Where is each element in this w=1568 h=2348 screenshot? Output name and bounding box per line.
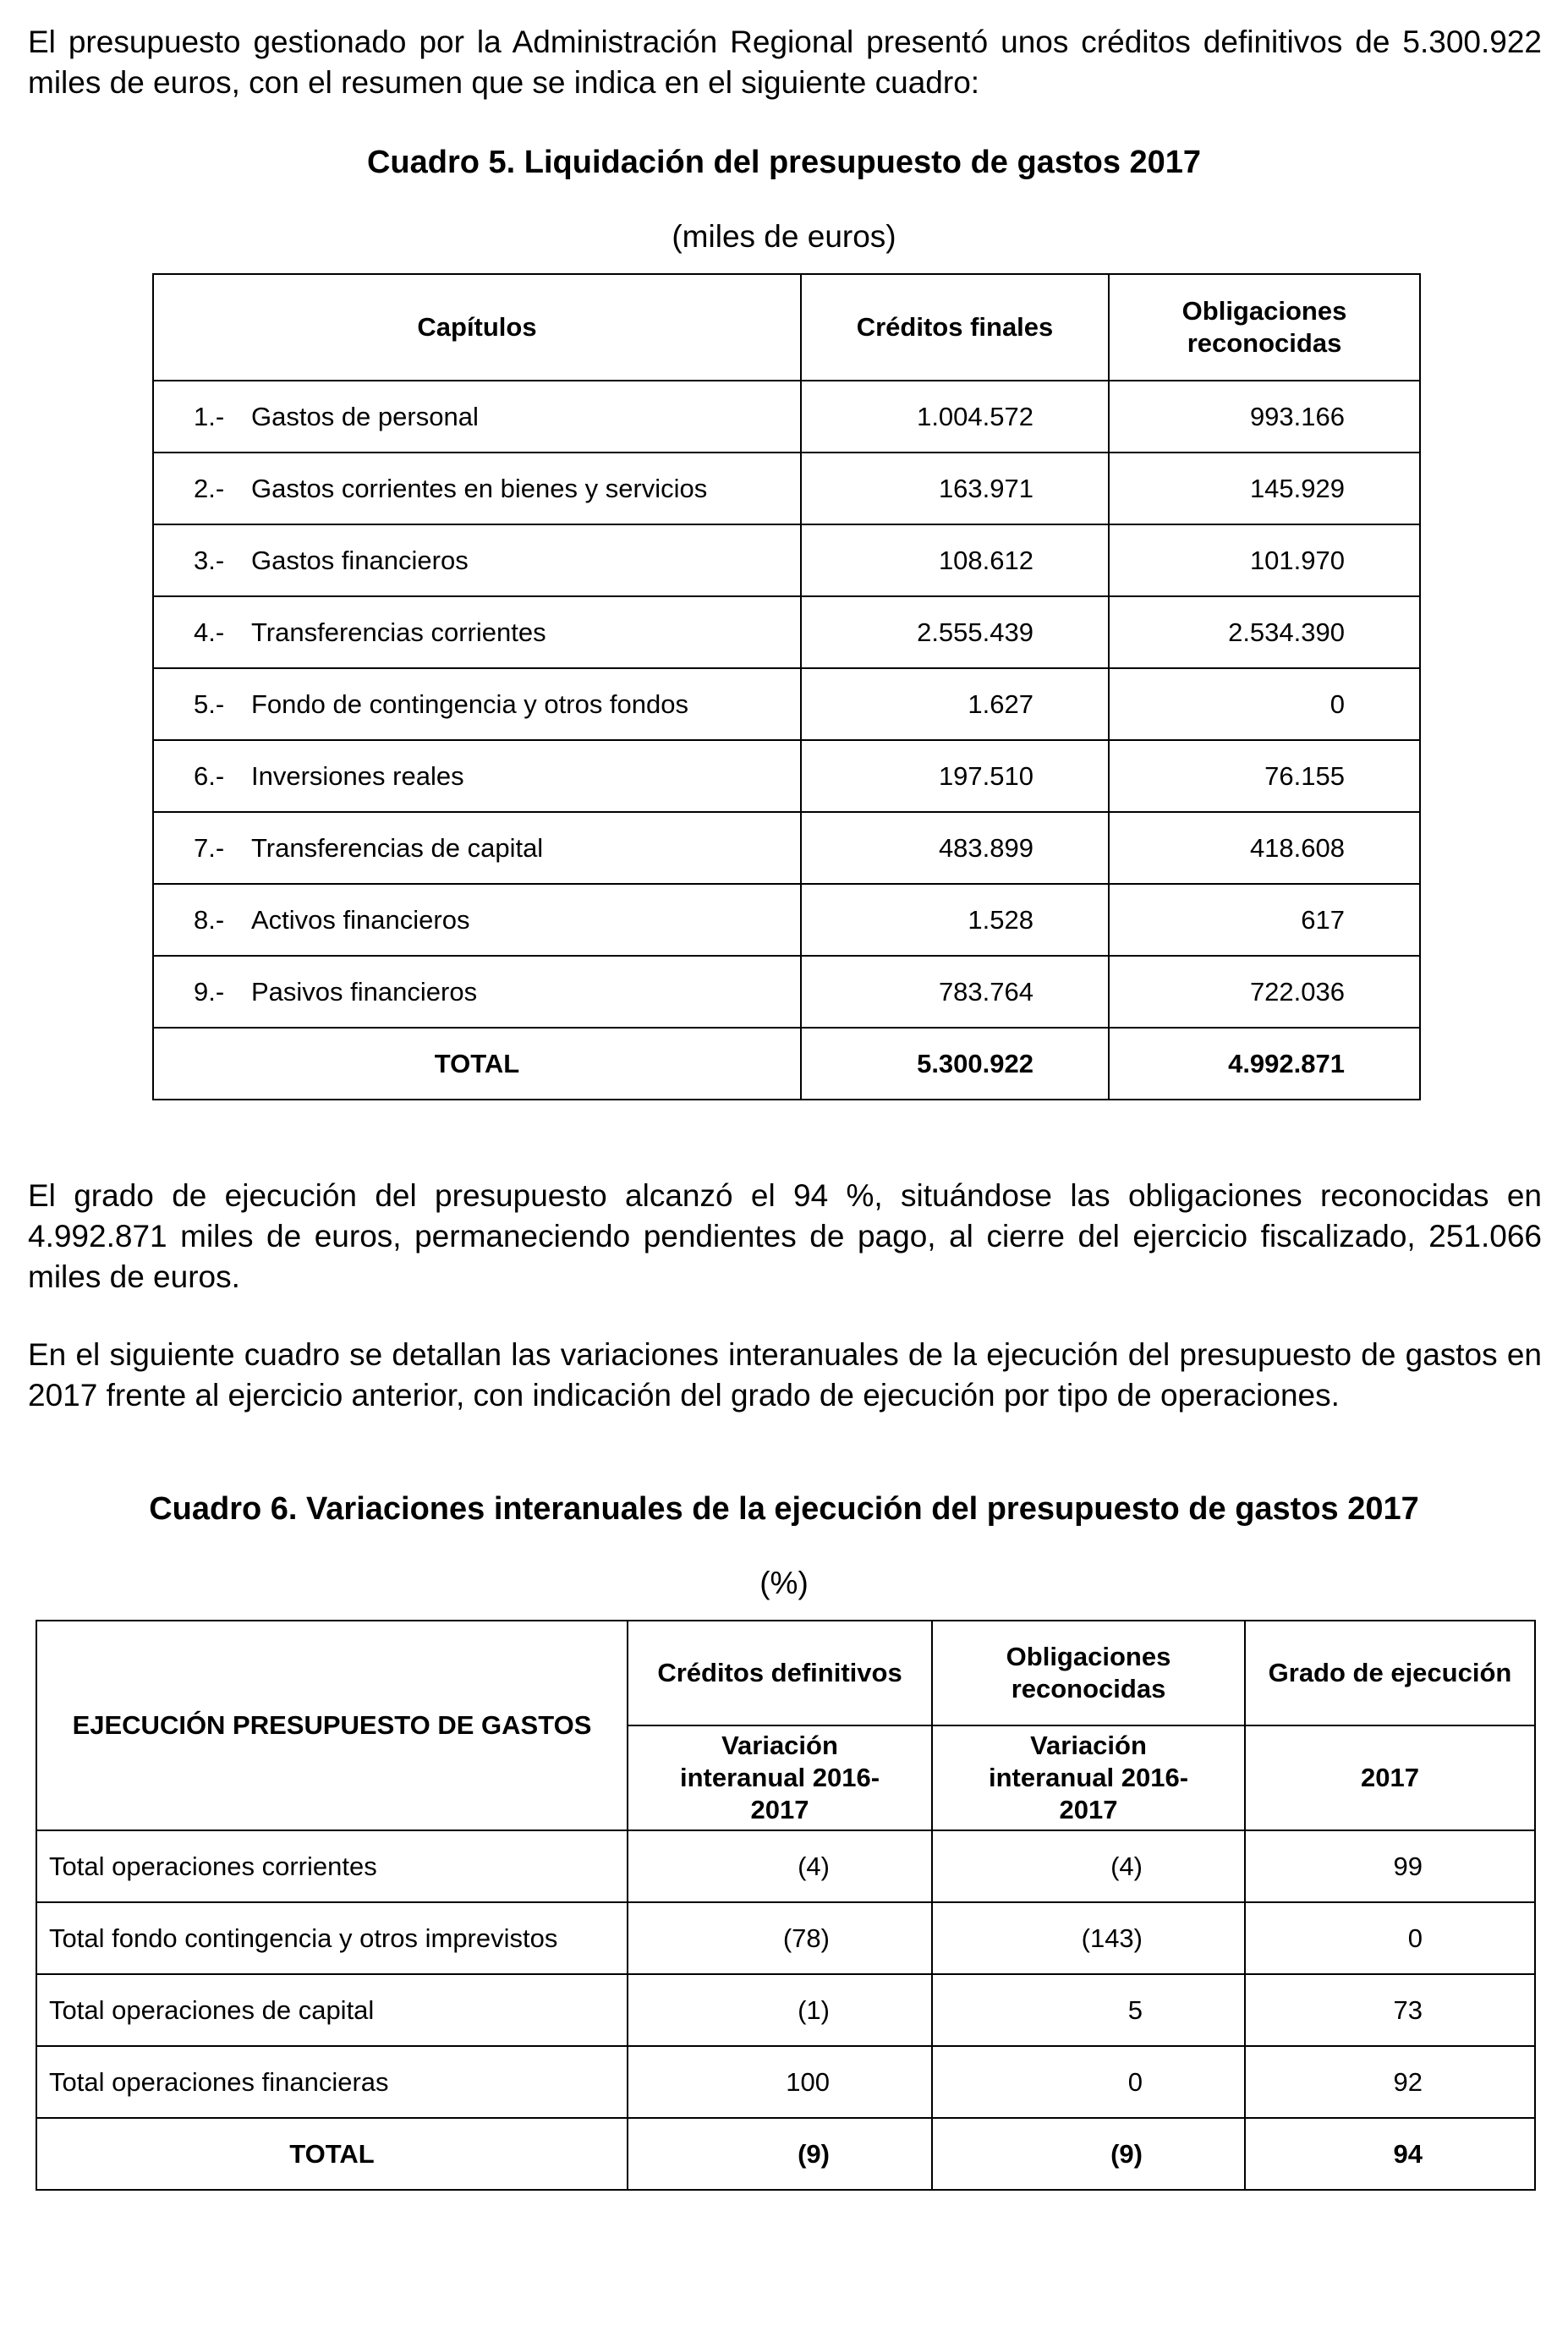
creditos-cell: 108.612 <box>801 524 1109 596</box>
table-row <box>153 668 1420 740</box>
header-obligaciones: Obligaciones reconocidas <box>932 1621 1245 1725</box>
chapter-label: Gastos corrientes en bienes y servicios <box>251 473 708 503</box>
creditos-cell: 1.528 <box>801 884 1109 956</box>
table-row <box>36 1902 1535 1974</box>
grado-cell: 0 <box>1245 1902 1535 1974</box>
cuadro5-header-row <box>153 274 1420 381</box>
cuadro6-table <box>36 1620 1536 2191</box>
header-capitulos: Capítulos <box>153 274 801 381</box>
table-row <box>153 596 1420 668</box>
cuadro6-header-row <box>36 1621 1535 1725</box>
chapter-number: 4.- <box>194 617 225 647</box>
total-row <box>36 2118 1535 2190</box>
cuadro5-table <box>152 273 1421 1100</box>
row-label: Total fondo contingencia y otros imprevistos <box>36 1902 628 1974</box>
chapter-label: Activos financieros <box>251 904 470 935</box>
obligaciones-cell: 5 <box>932 1974 1245 2046</box>
header-obligaciones: Obligaciones reconocidas <box>1109 274 1420 381</box>
intro-paragraph: El presupuesto gestionado por la Administración Regional presentó unos créditos definitivos de 5.300.922 miles de euros, con el resumen que se indica en el siguiente cuadro: <box>28 25 1542 100</box>
chapter-number: 3.- <box>194 545 225 575</box>
obligaciones-cell: 76.155 <box>1109 740 1420 812</box>
obligaciones-cell: (143) <box>932 1902 1245 1974</box>
chapter-label: Transferencias de capital <box>251 832 544 863</box>
cuadro6-unit: (%) <box>759 1566 809 1600</box>
grado-cell: 99 <box>1245 1830 1535 1902</box>
execution-paragraph: El grado de ejecución del presupuesto alcanzó el 94 %, situándose las obligaciones reconocidas en 4.992.871 miles de euros, permaneciendo pendientes de pago, al cierre del ejercicio fiscalizado, 251.066 miles de euros. <box>28 1178 1542 1294</box>
cuadro6-title: Cuadro 6. Variaciones interanuales de la ejecución del presupuesto de gastos 2017 <box>149 1491 1419 1527</box>
table-row <box>36 1974 1535 2046</box>
creditos-cell: (4) <box>628 1830 932 1902</box>
chapter-label: Transferencias corrientes <box>251 617 546 647</box>
obligaciones-cell: 418.608 <box>1109 812 1420 884</box>
creditos-cell: 100 <box>628 2046 932 2118</box>
total-grado: 94 <box>1245 2118 1535 2190</box>
subheader-year: 2017 <box>1245 1725 1535 1830</box>
creditos-cell: (1) <box>628 1974 932 2046</box>
row-label: Total operaciones de capital <box>36 1974 628 2046</box>
table-row <box>153 381 1420 453</box>
chapter-number: 8.- <box>194 904 225 935</box>
total-creditos: (9) <box>628 2118 932 2190</box>
cuadro5-title: Cuadro 5. Liquidación del presupuesto de gastos 2017 <box>366 145 1202 180</box>
chapter-number: 5.- <box>194 688 225 719</box>
obligaciones-cell: 2.534.390 <box>1109 596 1420 668</box>
variations-intro-paragraph: En el siguiente cuadro se detallan las variaciones interanuales de la ejecución del presupuesto de gastos en 2017 frente al ejercicio anterior, con indicación del grado de ejecución por tipo de operaciones. <box>28 1337 1542 1413</box>
chapter-number: 9.- <box>194 976 225 1007</box>
total-label: TOTAL <box>36 2118 628 2190</box>
table-row <box>36 2046 1535 2118</box>
table-row <box>36 1830 1535 1902</box>
header-ejecucion: EJECUCIÓN PRESUPUESTO DE GASTOS <box>36 1621 628 1830</box>
header-creditos-finales: Créditos finales <box>801 274 1109 381</box>
table-row <box>153 740 1420 812</box>
obligaciones-cell: 993.166 <box>1109 381 1420 453</box>
chapter-number: 2.- <box>194 473 225 503</box>
obligaciones-cell: 0 <box>932 2046 1245 2118</box>
obligaciones-cell: 0 <box>1109 668 1420 740</box>
chapter-label: Gastos financieros <box>251 545 469 575</box>
chapter-label: Gastos de personal <box>251 401 479 431</box>
chapter-label: Inversiones reales <box>251 760 464 791</box>
chapter-number: 1.- <box>194 401 225 431</box>
chapter-label: Pasivos financieros <box>251 976 478 1007</box>
cuadro5-unit: (miles de euros) <box>672 219 896 254</box>
obligaciones-cell: (4) <box>932 1830 1245 1902</box>
creditos-cell: (78) <box>628 1902 932 1974</box>
creditos-cell: 1.004.572 <box>801 381 1109 453</box>
grado-cell: 73 <box>1245 1974 1535 2046</box>
header-grado: Grado de ejecución <box>1245 1621 1535 1725</box>
creditos-cell: 1.627 <box>801 668 1109 740</box>
creditos-cell: 197.510 <box>801 740 1109 812</box>
creditos-cell: 783.764 <box>801 956 1109 1028</box>
obligaciones-cell: 101.970 <box>1109 524 1420 596</box>
subheader-variacion-creditos: Variación interanual 2016-2017 <box>628 1725 932 1830</box>
table-row <box>153 956 1420 1028</box>
row-label: Total operaciones financieras <box>36 2046 628 2118</box>
chapter-number: 7.- <box>194 832 225 863</box>
row-label: Total operaciones corrientes <box>36 1830 628 1902</box>
creditos-cell: 2.555.439 <box>801 596 1109 668</box>
subheader-variacion-obligaciones: Variación interanual 2016-2017 <box>932 1725 1245 1830</box>
total-obligaciones: (9) <box>932 2118 1245 2190</box>
grado-cell: 92 <box>1245 2046 1535 2118</box>
total-label: TOTAL <box>153 1028 801 1100</box>
table-row <box>153 812 1420 884</box>
table-row <box>153 884 1420 956</box>
chapter-label: Fondo de contingencia y otros fondos <box>251 688 689 719</box>
total-creditos: 5.300.922 <box>801 1028 1109 1100</box>
table-row <box>153 453 1420 524</box>
creditos-cell: 163.971 <box>801 453 1109 524</box>
obligaciones-cell: 617 <box>1109 884 1420 956</box>
total-obligaciones: 4.992.871 <box>1109 1028 1420 1100</box>
header-creditos-definitivos: Créditos definitivos <box>628 1621 932 1725</box>
chapter-number: 6.- <box>194 760 225 791</box>
obligaciones-cell: 145.929 <box>1109 453 1420 524</box>
table-row <box>153 524 1420 596</box>
creditos-cell: 483.899 <box>801 812 1109 884</box>
total-row <box>153 1028 1420 1100</box>
obligaciones-cell: 722.036 <box>1109 956 1420 1028</box>
